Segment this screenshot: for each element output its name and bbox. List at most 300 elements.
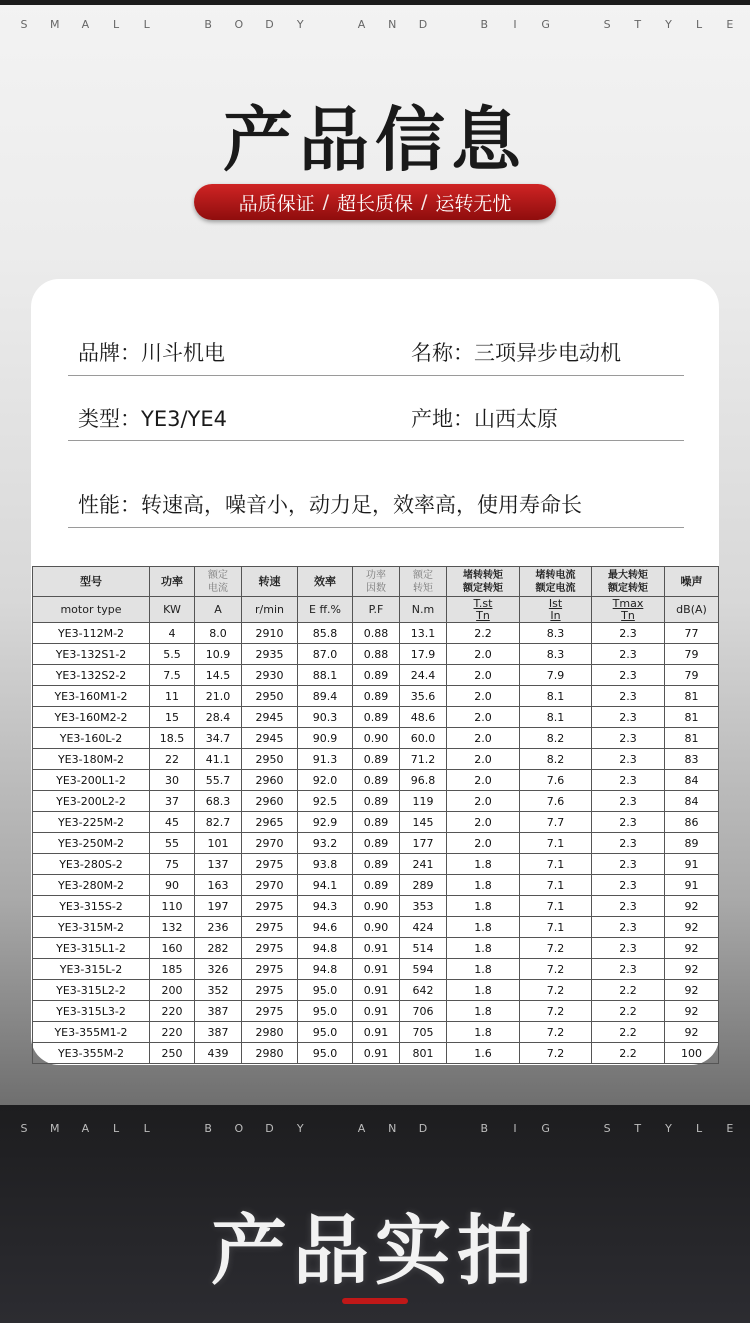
value-cell: 2970 (242, 875, 298, 896)
value-cell: 145 (400, 812, 447, 833)
table-row (33, 623, 719, 644)
value-cell: 94.8 (298, 959, 353, 980)
value-cell: 1.8 (447, 959, 520, 980)
tagline-letter: E (726, 18, 734, 31)
value-cell: 2.3 (592, 833, 665, 854)
motor-spec-table (32, 566, 719, 1064)
table-row (33, 1043, 719, 1064)
value-cell: 95.0 (298, 1001, 353, 1022)
tagline-letter: G (541, 18, 550, 31)
value-cell: 21.0 (195, 686, 242, 707)
value-cell: 2.0 (447, 833, 520, 854)
value-cell: 95.0 (298, 1043, 353, 1064)
value-cell: 90.3 (298, 707, 353, 728)
value-cell: 2.3 (592, 854, 665, 875)
slogan-separator: / (421, 191, 428, 213)
value-cell: 10.9 (195, 644, 242, 665)
value-cell: 2.2 (592, 980, 665, 1001)
value-cell: 2.2 (447, 623, 520, 644)
value-cell: 132 (150, 917, 195, 938)
value-cell: 2980 (242, 1022, 298, 1043)
value-cell: 705 (400, 1022, 447, 1043)
value-cell: 2.3 (592, 623, 665, 644)
table-row (33, 1022, 719, 1043)
tagline-letter: L (143, 18, 150, 31)
table-row (33, 833, 719, 854)
value-cell: 2.0 (447, 686, 520, 707)
value-cell: 200 (150, 980, 195, 1001)
value-cell: 83 (665, 749, 719, 770)
value-cell: 7.6 (520, 770, 592, 791)
value-cell: 92 (665, 938, 719, 959)
value-cell: 75 (150, 854, 195, 875)
value-cell: 7.2 (520, 1043, 592, 1064)
value-cell: 55 (150, 833, 195, 854)
tagline-letter (325, 18, 337, 38)
value-cell: 84 (665, 770, 719, 791)
slogan-badge (194, 184, 556, 220)
value-cell: 0.91 (353, 1043, 400, 1064)
value-cell: 2975 (242, 917, 298, 938)
tagline-letter: E (726, 1122, 734, 1135)
info-row-2 (68, 403, 684, 441)
table-row (33, 791, 719, 812)
value-cell: 48.6 (400, 707, 447, 728)
table-row (33, 812, 719, 833)
tagline-letter: D (418, 1122, 428, 1135)
slogan-part-warranty: 超长质保 (336, 192, 413, 215)
tagline-letter: L (696, 1122, 703, 1135)
table-body (33, 623, 719, 1064)
value-cell: 1.8 (447, 1001, 520, 1022)
value-cell: 1.8 (447, 875, 520, 896)
section-title-product-photos: 产品实拍 (211, 1206, 539, 1295)
tagline-letter: L (143, 1122, 150, 1135)
value-cell: 91 (665, 854, 719, 875)
value-cell: 92 (665, 980, 719, 1001)
value-cell: 2975 (242, 938, 298, 959)
header-cell-en: r/min (242, 597, 298, 623)
tagline-letter: N (388, 18, 397, 31)
value-cell: 2.0 (447, 770, 520, 791)
header-cell-cn: 额定 电流 (195, 567, 242, 597)
model-cell: YE3-250M-2 (33, 833, 150, 854)
value-cell: 84 (665, 791, 719, 812)
table-row (33, 686, 719, 707)
accent-underline (342, 1298, 408, 1304)
value-cell: 92.5 (298, 791, 353, 812)
model-cell: YE3-225M-2 (33, 812, 150, 833)
value-cell: 2.0 (447, 728, 520, 749)
tagline-letter: N (388, 1122, 397, 1135)
model-cell: YE3-180M-2 (33, 749, 150, 770)
value-cell: 0.89 (353, 833, 400, 854)
value-cell: 2975 (242, 959, 298, 980)
value-cell: 642 (400, 980, 447, 1001)
value-cell: 7.9 (520, 665, 592, 686)
value-cell: 387 (195, 1022, 242, 1043)
value-cell: 1.8 (447, 854, 520, 875)
model-cell: YE3-315S-2 (33, 896, 150, 917)
value-cell: 8.3 (520, 644, 592, 665)
value-cell: 2930 (242, 665, 298, 686)
tagline-letter: I (513, 18, 517, 31)
value-cell: 93.2 (298, 833, 353, 854)
tagline-letter: Y (665, 1122, 672, 1135)
value-cell: 88.1 (298, 665, 353, 686)
header-cell-cn: 功率 (150, 567, 195, 597)
value-cell: 7.2 (520, 938, 592, 959)
value-cell: 2.3 (592, 938, 665, 959)
value-cell: 100 (665, 1043, 719, 1064)
slogan-part-quality: 品质保证 (238, 192, 315, 215)
header-cell-en: Ist In (520, 597, 592, 623)
value-cell: 0.89 (353, 875, 400, 896)
value-cell: 2.3 (592, 959, 665, 980)
value-cell: 7.1 (520, 875, 592, 896)
tagline-letter: M (49, 1122, 60, 1135)
value-cell: 119 (400, 791, 447, 812)
table-header-english (33, 597, 719, 623)
value-cell: 81 (665, 728, 719, 749)
value-cell: 11 (150, 686, 195, 707)
header-cell-cn: 最大转矩 额定转矩 (592, 567, 665, 597)
value-cell: 4 (150, 623, 195, 644)
value-cell: 8.1 (520, 707, 592, 728)
table-row (33, 749, 719, 770)
model-cell: YE3-355M-2 (33, 1043, 150, 1064)
value-cell: 7.6 (520, 791, 592, 812)
value-cell: 2980 (242, 1043, 298, 1064)
header-cell-en: T.st Tn (447, 597, 520, 623)
tagline-letter: T (634, 18, 642, 31)
tagline-letter (325, 1122, 337, 1142)
value-cell: 2960 (242, 770, 298, 791)
value-cell: 2.3 (592, 791, 665, 812)
value-cell: 2.3 (592, 812, 665, 833)
value-cell: 241 (400, 854, 447, 875)
value-cell: 92 (665, 896, 719, 917)
header-cell-cn: 噪声 (665, 567, 719, 597)
model-cell: YE3-132S2-2 (33, 665, 150, 686)
tagline-letter: S (603, 18, 611, 31)
value-cell: 0.91 (353, 938, 400, 959)
value-cell: 95.0 (298, 1022, 353, 1043)
value-cell: 2975 (242, 896, 298, 917)
table-row (33, 980, 719, 1001)
tagline-letter (448, 1122, 460, 1142)
table-row (33, 938, 719, 959)
value-cell: 0.91 (353, 1001, 400, 1022)
value-cell: 37 (150, 791, 195, 812)
model-cell: YE3-315L3-2 (33, 1001, 150, 1022)
value-cell: 15 (150, 707, 195, 728)
value-cell: 0.88 (353, 644, 400, 665)
tagline-letter: O (234, 18, 244, 31)
value-cell: 2.3 (592, 875, 665, 896)
tagline-letter: I (513, 1122, 517, 1135)
value-cell: 92.0 (298, 770, 353, 791)
model-cell: YE3-315L2-2 (33, 980, 150, 1001)
value-cell: 89 (665, 833, 719, 854)
table-row (33, 917, 719, 938)
value-cell: 326 (195, 959, 242, 980)
slogan-part-operation: 运转无忧 (435, 192, 512, 215)
tagline-letter: A (357, 18, 366, 31)
value-cell: 2.3 (592, 917, 665, 938)
value-cell: 439 (195, 1043, 242, 1064)
value-cell: 2.2 (592, 1001, 665, 1022)
value-cell: 8.0 (195, 623, 242, 644)
value-cell: 8.2 (520, 728, 592, 749)
value-cell: 0.90 (353, 728, 400, 749)
value-cell: 28.4 (195, 707, 242, 728)
value-cell: 45 (150, 812, 195, 833)
value-cell: 197 (195, 896, 242, 917)
tagline-bottom (0, 1122, 750, 1142)
value-cell: 2.3 (592, 707, 665, 728)
tagline-letter: A (81, 18, 90, 31)
value-cell: 110 (150, 896, 195, 917)
value-cell: 60.0 (400, 728, 447, 749)
header-cell-cn: 额定 转矩 (400, 567, 447, 597)
table-row (33, 854, 719, 875)
value-cell: 91.3 (298, 749, 353, 770)
value-cell: 0.89 (353, 749, 400, 770)
value-cell: 92.9 (298, 812, 353, 833)
header-cell-en: N.m (400, 597, 447, 623)
value-cell: 0.89 (353, 707, 400, 728)
value-cell: 706 (400, 1001, 447, 1022)
value-cell: 0.90 (353, 917, 400, 938)
table-row (33, 959, 719, 980)
model-cell: YE3-112M-2 (33, 623, 150, 644)
value-cell: 77 (665, 623, 719, 644)
value-cell: 2.3 (592, 770, 665, 791)
value-cell: 8.1 (520, 686, 592, 707)
value-cell: 514 (400, 938, 447, 959)
value-cell: 352 (195, 980, 242, 1001)
value-cell: 81 (665, 686, 719, 707)
brand-text: 品牌：川斗机电 (78, 341, 225, 365)
value-cell: 2910 (242, 623, 298, 644)
value-cell: 0.89 (353, 770, 400, 791)
value-cell: 594 (400, 959, 447, 980)
value-cell: 1.8 (447, 1022, 520, 1043)
value-cell: 2.3 (592, 728, 665, 749)
tagline-letter: S (20, 1122, 28, 1135)
value-cell: 282 (195, 938, 242, 959)
tagline-letter: L (696, 18, 703, 31)
header-cell-cn: 效率 (298, 567, 353, 597)
value-cell: 79 (665, 644, 719, 665)
tagline-letter: D (265, 18, 274, 31)
value-cell: 95.0 (298, 980, 353, 1001)
table-row (33, 728, 719, 749)
tagline-letter (171, 1122, 183, 1142)
value-cell: 8.3 (520, 623, 592, 644)
value-cell: 0.89 (353, 812, 400, 833)
value-cell: 7.7 (520, 812, 592, 833)
table-row (33, 644, 719, 665)
value-cell: 96.8 (400, 770, 447, 791)
value-cell: 2950 (242, 749, 298, 770)
model-cell: YE3-200L2-2 (33, 791, 150, 812)
value-cell: 94.6 (298, 917, 353, 938)
value-cell: 85.8 (298, 623, 353, 644)
value-cell: 18.5 (150, 728, 195, 749)
value-cell: 7.5 (150, 665, 195, 686)
value-cell: 87.0 (298, 644, 353, 665)
tagline-letter: A (81, 1122, 90, 1135)
model-cell: YE3-160L-2 (33, 728, 150, 749)
value-cell: 2.2 (592, 1043, 665, 1064)
value-cell: 92 (665, 1001, 719, 1022)
header-cell-en: KW (150, 597, 195, 623)
table-row (33, 770, 719, 791)
value-cell: 41.1 (195, 749, 242, 770)
value-cell: 55.7 (195, 770, 242, 791)
value-cell: 2970 (242, 833, 298, 854)
header-cell-en: E ff.% (298, 597, 353, 623)
value-cell: 0.91 (353, 980, 400, 1001)
value-cell: 2.0 (447, 707, 520, 728)
header-cell-en: dB(A) (665, 597, 719, 623)
tagline-letter: G (541, 1122, 550, 1135)
value-cell: 163 (195, 875, 242, 896)
value-cell: 0.89 (353, 854, 400, 875)
value-cell: 1.8 (447, 938, 520, 959)
tagline-letter: M (49, 18, 60, 31)
tagline-letter: D (418, 18, 428, 31)
model-cell: YE3-315L-2 (33, 959, 150, 980)
value-cell: 2.0 (447, 749, 520, 770)
value-cell: 2965 (242, 812, 298, 833)
value-cell: 7.2 (520, 959, 592, 980)
value-cell: 17.9 (400, 644, 447, 665)
header-cell-en: motor type (33, 597, 150, 623)
tagline-letter: B (204, 18, 212, 31)
value-cell: 2.0 (447, 812, 520, 833)
table-row (33, 1001, 719, 1022)
value-cell: 101 (195, 833, 242, 854)
value-cell: 1.8 (447, 896, 520, 917)
value-cell: 92 (665, 917, 719, 938)
value-cell: 250 (150, 1043, 195, 1064)
value-cell: 86 (665, 812, 719, 833)
value-cell: 91 (665, 875, 719, 896)
tagline-letter: T (634, 1122, 642, 1135)
tagline-letter: L (112, 18, 120, 31)
table-row (33, 707, 719, 728)
value-cell: 94.3 (298, 896, 353, 917)
type-text: 类型：YE3/YE4 (78, 407, 227, 431)
value-cell: 5.5 (150, 644, 195, 665)
value-cell: 0.89 (353, 665, 400, 686)
performance-text: 性能：转速高，噪音小，动力足，效率高，使用寿命长 (78, 493, 582, 517)
value-cell: 7.1 (520, 917, 592, 938)
value-cell: 353 (400, 896, 447, 917)
value-cell: 7.2 (520, 1001, 592, 1022)
value-cell: 2935 (242, 644, 298, 665)
value-cell: 2.3 (592, 896, 665, 917)
tagline-letter: D (265, 1122, 274, 1135)
value-cell: 0.91 (353, 959, 400, 980)
value-cell: 92 (665, 1022, 719, 1043)
value-cell: 0.91 (353, 1022, 400, 1043)
value-cell: 8.2 (520, 749, 592, 770)
value-cell: 387 (195, 1001, 242, 1022)
value-cell: 22 (150, 749, 195, 770)
value-cell: 2.0 (447, 644, 520, 665)
value-cell: 24.4 (400, 665, 447, 686)
value-cell: 7.2 (520, 980, 592, 1001)
value-cell: 289 (400, 875, 447, 896)
value-cell: 0.90 (353, 896, 400, 917)
value-cell: 14.5 (195, 665, 242, 686)
header-cell-cn: 功率 因数 (353, 567, 400, 597)
value-cell: 89.4 (298, 686, 353, 707)
header-cell-cn: 堵转电流 额定电流 (520, 567, 592, 597)
tagline-letter: Y (296, 18, 304, 31)
table-row (33, 875, 719, 896)
table-row (33, 665, 719, 686)
tagline-letter: S (603, 1122, 611, 1135)
value-cell: 2.0 (447, 665, 520, 686)
value-cell: 7.1 (520, 833, 592, 854)
model-cell: YE3-280M-2 (33, 875, 150, 896)
model-cell: YE3-315M-2 (33, 917, 150, 938)
value-cell: 185 (150, 959, 195, 980)
info-row-1 (68, 337, 684, 376)
value-cell: 0.88 (353, 623, 400, 644)
header-cell-en: Tmax Tn (592, 597, 665, 623)
tagline-letter: S (20, 18, 28, 31)
tagline-letter: Y (665, 18, 672, 31)
product-info-card (31, 279, 719, 1065)
model-cell: YE3-315L1-2 (33, 938, 150, 959)
value-cell: 2960 (242, 791, 298, 812)
value-cell: 2.3 (592, 644, 665, 665)
tagline-letter: Y (296, 1122, 304, 1135)
value-cell: 2975 (242, 980, 298, 1001)
value-cell: 92 (665, 959, 719, 980)
value-cell: 82.7 (195, 812, 242, 833)
value-cell: 801 (400, 1043, 447, 1064)
value-cell: 90.9 (298, 728, 353, 749)
section-title-product-info: 产品信息 (223, 99, 527, 181)
value-cell: 160 (150, 938, 195, 959)
table-header-chinese (33, 567, 719, 597)
value-cell: 137 (195, 854, 242, 875)
tagline-letter (570, 1122, 582, 1142)
model-cell: YE3-200L1-2 (33, 770, 150, 791)
tagline-letter: O (234, 1122, 244, 1135)
tagline-letter: B (480, 1122, 489, 1135)
header-cell-en: P.F (353, 597, 400, 623)
value-cell: 0.89 (353, 791, 400, 812)
value-cell: 2.2 (592, 1022, 665, 1043)
value-cell: 1.6 (447, 1043, 520, 1064)
value-cell: 424 (400, 917, 447, 938)
value-cell: 2.3 (592, 749, 665, 770)
value-cell: 7.1 (520, 854, 592, 875)
product-name-text: 名称：三项异步电动机 (411, 341, 621, 365)
value-cell: 220 (150, 1022, 195, 1043)
value-cell: 94.8 (298, 938, 353, 959)
tagline-letter: B (204, 1122, 212, 1135)
value-cell: 2.3 (592, 686, 665, 707)
